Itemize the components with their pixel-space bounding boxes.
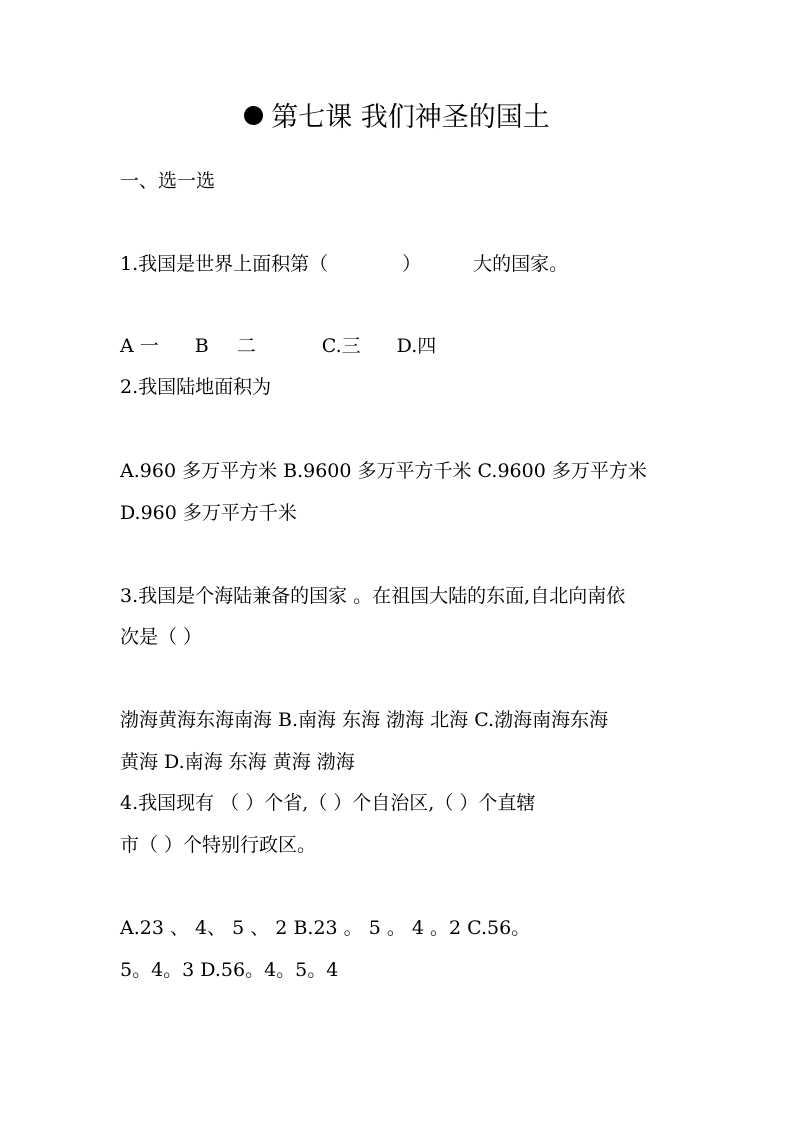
- question-1-option-d: D.四: [396, 335, 437, 357]
- page-title: [0, 98, 794, 138]
- question-3-stem-line-2: 次是（ ）: [120, 626, 203, 648]
- question-1-stem: [120, 249, 568, 279]
- bullet-icon: [244, 106, 263, 125]
- question-2-options-line-2: D.960 多万平方千米: [120, 502, 297, 524]
- question-1-option-b: B: [194, 335, 209, 357]
- question-1-stem-close: ）: [402, 253, 422, 275]
- question-4-stem-line-1: 4.我国现有 （ ）个省,（ ）个自治区,（ ）个直辖: [120, 792, 536, 814]
- question-3-options-line-1: 渤海黄海东海南海 B.南海 东海 渤海 北海 C.渤海南海东海: [120, 709, 609, 731]
- question-1-stem-before: 1.我国是世界上面积第（: [120, 253, 329, 275]
- question-2-stem: 2.我国陆地面积为: [120, 376, 272, 398]
- question-1-option-c: C.三: [321, 335, 361, 357]
- question-4-options-line-2: 5。4。3 D.56。4。5。4: [120, 959, 339, 981]
- question-1-stem-after: 大的国家。: [473, 253, 569, 275]
- question-1-option-a: A 一: [120, 335, 159, 357]
- question-3-options-line-2: 黄海 D.南海 东海 黄海 渤海: [120, 751, 355, 773]
- section-heading: 一、选一选: [120, 170, 216, 192]
- question-4-options-line-1: A.23 、 4、 5 、 2 B.23 。 5 。 4 。2 C.56。: [120, 917, 531, 939]
- question-1-option-b-text: 二: [236, 335, 256, 357]
- title-text: 第七课 我们神圣的国土: [271, 102, 550, 133]
- question-1-options: [120, 331, 436, 361]
- question-4-stem-line-2: 市（ ）个特别行政区。: [120, 834, 317, 856]
- question-3-stem-line-1: 3.我国是个海陆兼备的国家 。在祖国大陆的东面,自北向南依: [120, 585, 626, 607]
- question-2-options-line-1: A.960 多万平方米 B.9600 多万平方千米 C.9600 多万平方米: [120, 460, 647, 482]
